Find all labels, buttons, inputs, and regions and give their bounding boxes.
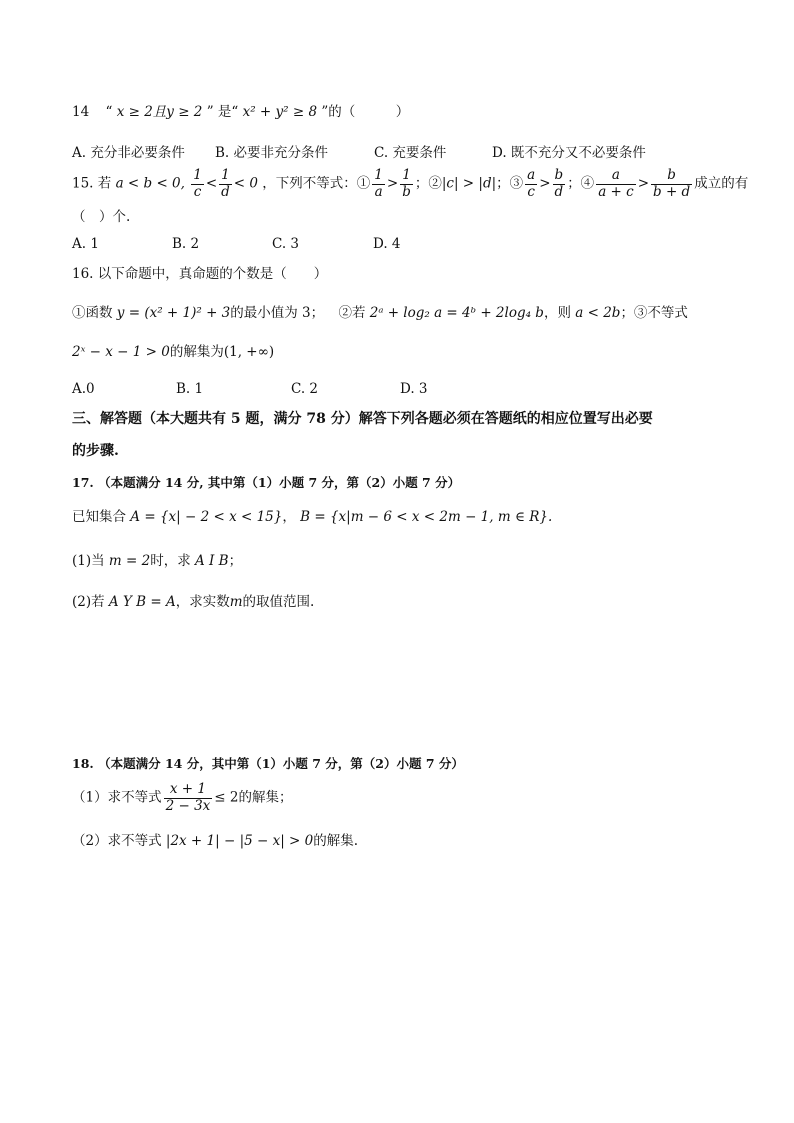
part1-fraction: $\frac{x + 1}{2 - 3x}$ [165, 781, 211, 814]
question-17-given [72, 509, 552, 525]
prop3-lead: ；③不等式 [620, 305, 688, 321]
part1-relation: ≤ 2 [214, 789, 239, 806]
option-a[interactable]: A. 1 [72, 236, 99, 252]
condition-1: a < b < 0, [115, 175, 185, 192]
stem-tail: 成立的有 [694, 175, 749, 192]
option-c[interactable]: C. 充要条件 [374, 145, 447, 161]
target-formula: x² + y² ≥ 8 [242, 104, 318, 120]
question-15: 15. 若 a < b < 0, $\frac{1}{c}$ < $\frac{1}{d}$ < 0 ，下列不等式：① $\frac{1}{a}$ > $\frac{1}{b}$ ；②|c| > |d|；③ $\frac{a}{c}$ > $\frac{b}{d}$ ；④ $\frac{a}{a + c}$ > $\frac{b}{b + d}$ 成立的有 [72, 167, 749, 200]
option-b[interactable]: B. 1 [176, 381, 204, 397]
question-16-propositions [72, 305, 688, 321]
ineq3-right: $\frac{b}{d}$ [554, 167, 564, 200]
part2-tail: 的解集. [313, 833, 359, 849]
part2-middle: ，求实数 [175, 594, 230, 610]
question-14 [72, 104, 409, 120]
part1-tail: ； [228, 553, 243, 569]
set-b: B = {x|m − 6 < x < 2m − 1, m ∈ R}. [300, 509, 553, 525]
part2-tail: 的取值范围. [242, 594, 315, 610]
separator-2: ；② [414, 175, 442, 192]
question-15-line2: （ ）个. [72, 209, 131, 225]
prop2-result: a < 2b [575, 305, 621, 321]
section-heading-line2: 的步骤. [72, 443, 119, 459]
option-b[interactable]: B. 2 [172, 236, 200, 252]
part1-tail: 的解集； [238, 789, 293, 806]
question-16-prop3 [72, 344, 274, 360]
part1-lead: （1）求不等式 [72, 789, 162, 806]
question-number: 15. [72, 175, 94, 192]
ineq4-left: $\frac{a}{a + c}$ [598, 167, 634, 200]
prop1-formula: y = (x² + 1)² + 3 [116, 305, 231, 321]
fraction-1-over-d: $\frac{1}{d}$ [221, 167, 230, 200]
prop3-formula: 2ˣ − x − 1 > 0 [72, 344, 170, 360]
ineq3-left: $\frac{a}{c}$ [527, 167, 536, 200]
condition-formula: x ≥ 2且y ≥ 2 [116, 104, 203, 120]
part2-lead: （2）求不等式 [72, 833, 162, 849]
part2-condition: A Y B = A [108, 594, 176, 610]
question-number: 16. [72, 266, 94, 282]
option-c[interactable]: C. 2 [291, 381, 319, 397]
part2-lead: (2)若 [72, 594, 105, 610]
question-18-part2 [72, 833, 358, 849]
inequality-2: |c| > |d| [441, 175, 497, 192]
ineq1-right: $\frac{1}{b}$ [402, 167, 411, 200]
prop3-tail: 的解集为 [169, 344, 224, 360]
part1-middle: 时，求 [150, 553, 191, 569]
prop1-lead: ①函数 [72, 305, 113, 321]
part1-condition: m = 2 [108, 553, 151, 569]
comma: ， [282, 509, 296, 525]
part1-lead: (1)当 [72, 553, 105, 569]
option-d[interactable]: D. 4 [373, 236, 401, 252]
quote-open: “ [105, 104, 113, 120]
question-number: 14 [72, 104, 90, 120]
part2-formula: |2x + 1| − |5 − x| > 0 [165, 833, 314, 849]
question-18-part1 [72, 782, 292, 814]
prop2-formula: 2ᵃ + log₂ a = 4ᵇ + 2log₄ b [369, 305, 544, 321]
stem-middle: ，下列不等式：① [262, 175, 371, 192]
prop1-tail: 的最小值为 3； [230, 305, 325, 321]
option-a[interactable]: A. 充分非必要条件 [72, 145, 185, 161]
stem-tail: ”的（ ） [321, 104, 410, 120]
question-17-part1 [72, 553, 242, 569]
prop2-middle: ，则 [543, 305, 571, 321]
question-stem: 以下命题中，真命题的个数是（ ） [97, 266, 328, 282]
option-d[interactable]: D. 3 [400, 381, 428, 397]
separator-3: ；③ [496, 175, 524, 192]
stem-lead: 若 [97, 175, 112, 192]
separator-4: ；④ [567, 175, 595, 192]
ineq1-left: $\frac{1}{a}$ [374, 167, 383, 200]
ineq4-right: $\frac{b}{b + d}$ [653, 167, 691, 200]
option-c[interactable]: C. 3 [272, 236, 300, 252]
option-a[interactable]: A.0 [72, 381, 95, 397]
question-17-header: 17. （本题满分 14 分, 其中第（1）小题 7 分，第（2）小题 7 分） [72, 475, 461, 490]
prop3-set: (1, +∞) [223, 344, 275, 360]
prop2-lead: ②若 [338, 305, 366, 321]
question-16 [72, 266, 327, 282]
section-heading: 三、解答题（本大题共有 5 题，满分 78 分）解答下列各题必须在答题纸的相应位置写出必要 [72, 411, 653, 427]
question-18-header: 18. （本题满分 14 分，其中第（1）小题 7 分，第（2）小题 7 分） [72, 756, 464, 771]
stem-middle: ” 是“ [206, 104, 239, 120]
part1-expression: A I B [195, 553, 229, 569]
question-17-part2 [72, 594, 314, 610]
condition-2-tail: < 0 [233, 175, 258, 192]
option-d[interactable]: D. 既不充分又不必要条件 [492, 145, 646, 161]
set-a: A = {x| − 2 < x < 15} [130, 509, 283, 525]
fraction-1-over-c: $\frac{1}{c}$ [193, 167, 202, 200]
given-lead: 已知集合 [72, 509, 126, 525]
option-b[interactable]: B. 必要非充分条件 [215, 145, 329, 161]
part2-variable: m [229, 594, 243, 610]
